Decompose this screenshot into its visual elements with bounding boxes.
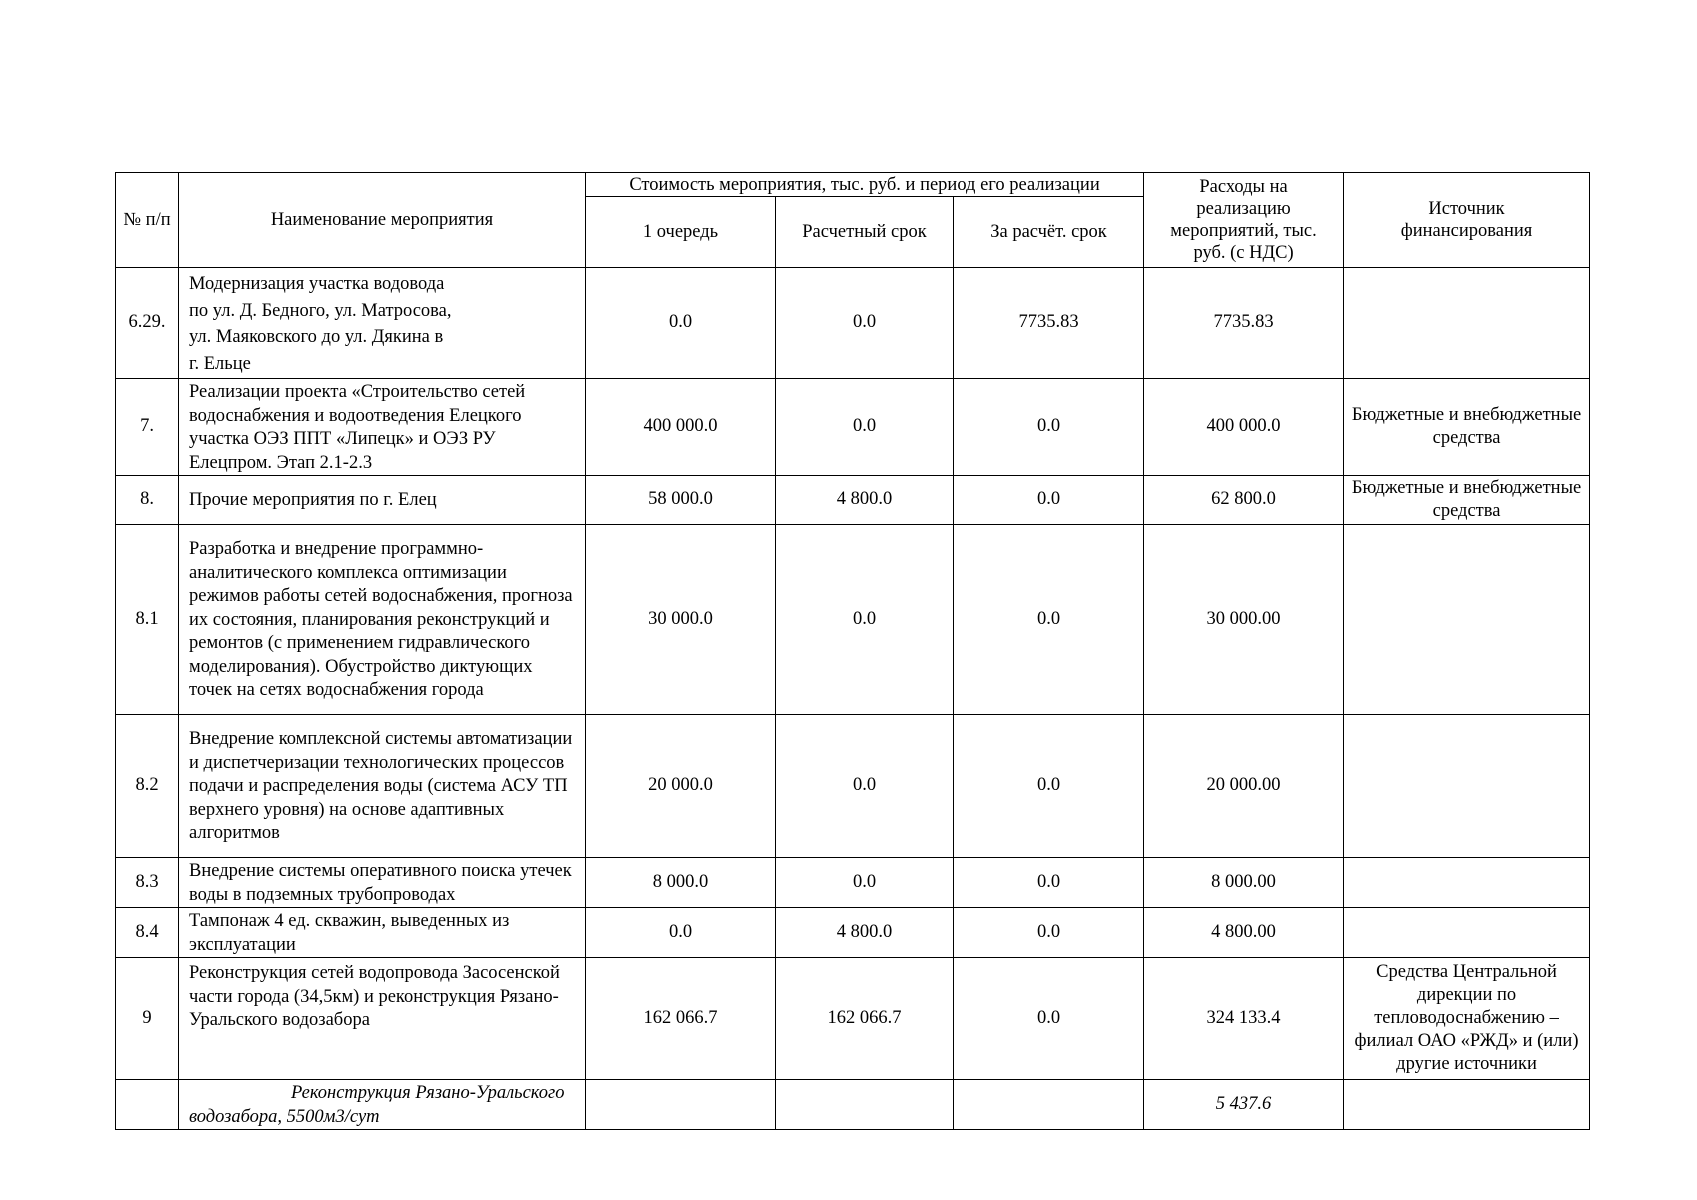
header-no: № п/п xyxy=(116,173,179,268)
row-number xyxy=(116,1080,179,1130)
row-calc-period: 0.0 xyxy=(776,525,954,715)
row-calc-period: 162 066.7 xyxy=(776,958,954,1080)
row-beyond-period: 0.0 xyxy=(954,858,1144,908)
row-beyond-period: 0.0 xyxy=(954,908,1144,958)
header-beyond-period: За расчёт. срок xyxy=(954,197,1144,268)
row-name: Разработка и внедрение программно-аналитического комплекса оптимизации режимов работы сетей водоснабжения, прогноза их состояния, планирования реконструкций и ремонтов (с применением гидравлического моделирования). Обустройство диктующих точек на сетях водоснабжения города xyxy=(179,525,586,715)
row-first-stage: 58 000.0 xyxy=(586,476,776,525)
row-source xyxy=(1344,268,1590,379)
row-source xyxy=(1344,525,1590,715)
row-name: Реконструкция сетей водопровода Засосенской части города (34,5км) и реконструкция Рязано-Уральского водозабора xyxy=(179,958,586,1080)
row-number: 8.3 xyxy=(116,858,179,908)
row-number: 9 xyxy=(116,958,179,1080)
row-calc-period: 0.0 xyxy=(776,268,954,379)
row-calc-period: 4 800.0 xyxy=(776,476,954,525)
header-source: Источник финансирования xyxy=(1344,173,1590,268)
row-beyond-period: 0.0 xyxy=(954,476,1144,525)
row-total: 7735.83 xyxy=(1144,268,1344,379)
row-calc-period: 0.0 xyxy=(776,715,954,858)
row-name: Внедрение системы оперативного поиска утечек воды в подземных трубопроводах xyxy=(179,858,586,908)
table-row xyxy=(116,715,1590,858)
table-row xyxy=(116,958,1590,1080)
row-calc-period: 0.0 xyxy=(776,379,954,476)
row-calc-period: 4 800.0 xyxy=(776,908,954,958)
row-total: 30 000.00 xyxy=(1144,525,1344,715)
row-total: 8 000.00 xyxy=(1144,858,1344,908)
row-name xyxy=(179,268,586,379)
row-first-stage: 162 066.7 xyxy=(586,958,776,1080)
row-name-line: г. Ельце xyxy=(189,353,251,374)
table-row xyxy=(116,1080,1590,1130)
row-name: Реализации проекта «Строительство сетей водоснабжения и водоотведения Елецкого участка ОЭЗ ППТ «Липецк» и ОЭЗ РУ Елецпром. Этап 2.1-2.3 xyxy=(179,379,586,476)
row-beyond-period: 7735.83 xyxy=(954,268,1144,379)
row-total: 20 000.00 xyxy=(1144,715,1344,858)
row-first-stage: 400 000.0 xyxy=(586,379,776,476)
table-row xyxy=(116,268,1590,379)
row-source: Бюджетные и внебюджетные средства xyxy=(1344,476,1590,525)
row-total: 62 800.0 xyxy=(1144,476,1344,525)
header-cost-group: Стоимость мероприятия, тыс. руб. и период его реализации xyxy=(586,173,1144,197)
row-first-stage: 0.0 xyxy=(586,908,776,958)
row-calc-period: 0.0 xyxy=(776,858,954,908)
row-source xyxy=(1344,1080,1590,1130)
row-source: Бюджетные и внебюджетные средства xyxy=(1344,379,1590,476)
row-number: 8.2 xyxy=(116,715,179,858)
row-calc-period xyxy=(776,1080,954,1130)
row-name: Тампонаж 4 ед. скважин, выведенных из эксплуатации xyxy=(179,908,586,958)
row-total: 324 133.4 xyxy=(1144,958,1344,1080)
row-name-line: по ул. Д. Бедного, ул. Матросова, xyxy=(189,300,452,321)
row-first-stage: 0.0 xyxy=(586,268,776,379)
row-name: Прочие мероприятия по г. Елец xyxy=(179,476,586,525)
table-row xyxy=(116,908,1590,958)
table-row xyxy=(116,476,1590,525)
measures-table xyxy=(115,172,1590,1130)
row-beyond-period: 0.0 xyxy=(954,525,1144,715)
row-number: 8.1 xyxy=(116,525,179,715)
row-total: 400 000.0 xyxy=(1144,379,1344,476)
row-beyond-period xyxy=(954,1080,1144,1130)
row-source xyxy=(1344,715,1590,858)
row-name: Реконструкция Рязано-Уральского водозабора, 5500м3/сут xyxy=(179,1080,586,1130)
row-number: 8. xyxy=(116,476,179,525)
header-row-1 xyxy=(116,173,1590,197)
row-source xyxy=(1344,908,1590,958)
header-calc-period: Расчетный срок xyxy=(776,197,954,268)
table-row xyxy=(116,525,1590,715)
row-first-stage: 30 000.0 xyxy=(586,525,776,715)
row-number: 6.29. xyxy=(116,268,179,379)
table-row xyxy=(116,858,1590,908)
header-name: Наименование мероприятия xyxy=(179,173,586,268)
row-beyond-period: 0.0 xyxy=(954,958,1144,1080)
row-total: 4 800.00 xyxy=(1144,908,1344,958)
row-first-stage: 20 000.0 xyxy=(586,715,776,858)
row-first-stage: 8 000.0 xyxy=(586,858,776,908)
row-source xyxy=(1344,858,1590,908)
row-number: 8.4 xyxy=(116,908,179,958)
row-beyond-period: 0.0 xyxy=(954,715,1144,858)
row-beyond-period: 0.0 xyxy=(954,379,1144,476)
table-row xyxy=(116,379,1590,476)
row-name-line: Модернизация участка водовода xyxy=(189,274,445,294)
row-first-stage xyxy=(586,1080,776,1130)
header-expenses: Расходы на реализацию мероприятий, тыс. руб. (с НДС) xyxy=(1144,173,1344,268)
row-total: 5 437.6 xyxy=(1144,1080,1344,1130)
header-first-stage: 1 очередь xyxy=(586,197,776,268)
row-number: 7. xyxy=(116,379,179,476)
row-name-line: ул. Маяковского до ул. Дякина в xyxy=(189,327,444,347)
row-name: Внедрение комплексной системы автоматизации и диспетчеризации технологических процессов подачи и распределения воды (система АСУ ТП верхнего уровня) на основе адаптивных алгоритмов xyxy=(179,715,586,858)
row-source: Средства Центральной дирекции по тепловодоснабжению – филиал ОАО «РЖД» и (или) другие источники xyxy=(1344,958,1590,1080)
